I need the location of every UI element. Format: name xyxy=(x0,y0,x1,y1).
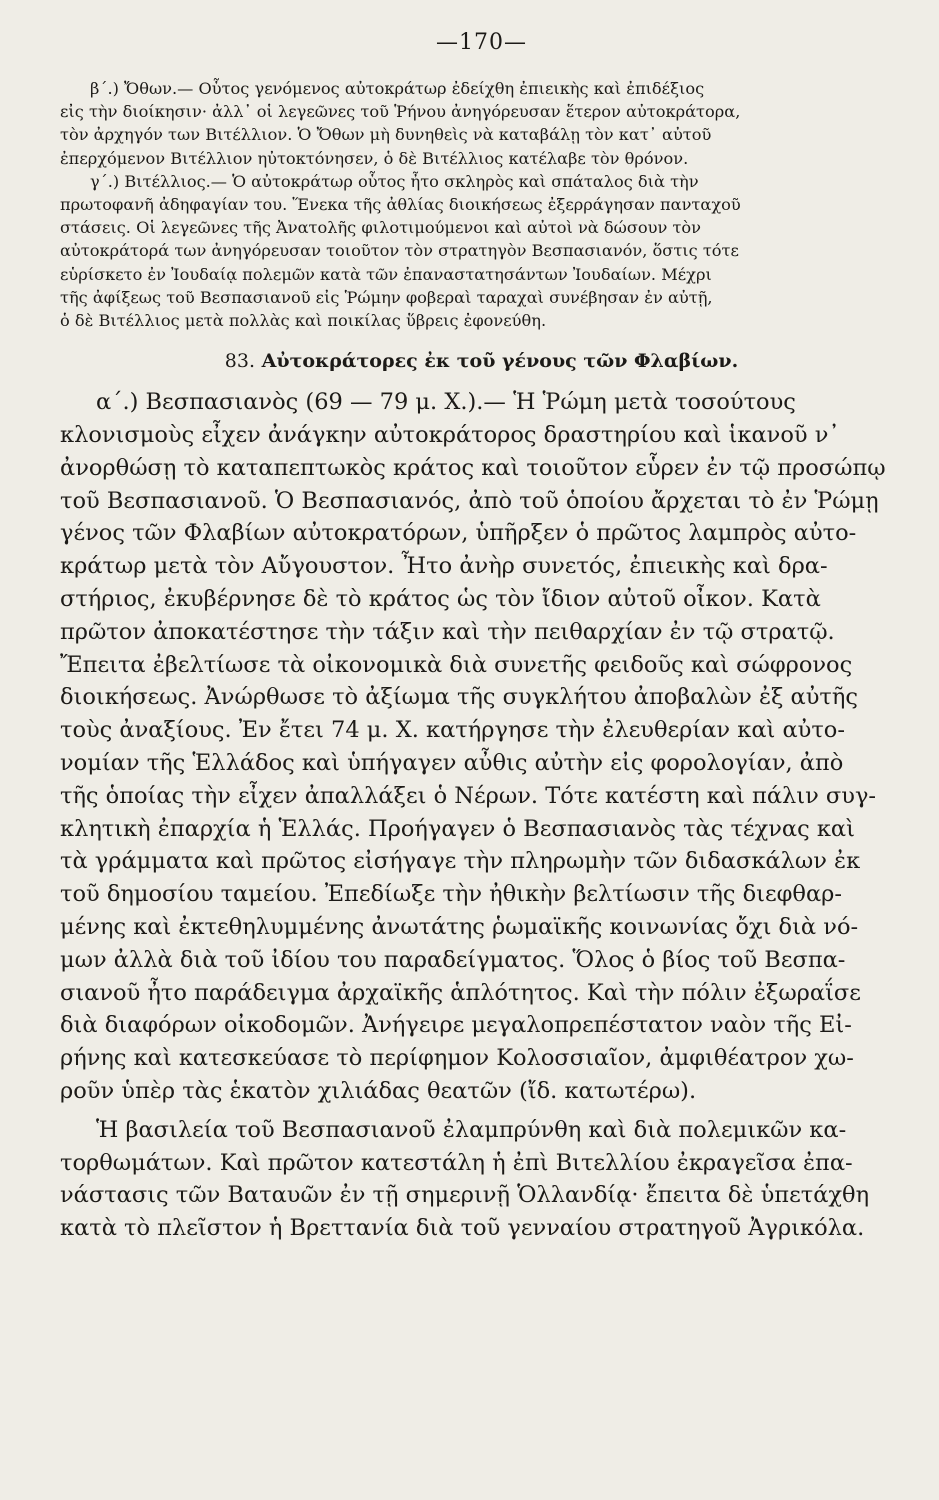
paragraph-vespasian xyxy=(60,386,903,1108)
text-line: γ΄.) Βιτέλλιος.— Ὁ αὐτοκράτωρ οὗτος ἦτο σκληρὸς καὶ σπάταλος διὰ τὴν xyxy=(90,171,699,191)
text-line: ἐπερχόμενον Βιτέλλιον ηὐτοκτόνησεν, ὁ δὲ Βιτέλλιος κατέλαβε τὸν θρόνον. xyxy=(60,148,689,168)
text-line: πρῶτον ἀποκατέστησε τὴν τάξιν καὶ τὴν πειθαρχίαν ἐν τῷ στρατῷ. xyxy=(60,618,835,645)
section-number: 83. xyxy=(224,350,256,373)
section-heading xyxy=(60,350,903,372)
text-line: σιανοῦ ἦτο παράδειγμα ἀρχαϊκῆς ἁπλότητος. Καὶ τὴν πόλιν ἐξωραΐσε xyxy=(60,979,861,1006)
text-line: διοικήσεως. Ἀνώρθωσε τὸ ἀξίωμα τῆς συγκλήτου ἀποβαλὼν ἐξ αὐτῆς xyxy=(60,684,858,711)
paragraph-otho xyxy=(60,77,903,170)
text-line: μων ἀλλὰ διὰ τοῦ ἰδίου του παραδείγματος. Ὅλος ὁ βίος τοῦ Βεσπα- xyxy=(60,946,846,973)
section-title: Αὐτοκράτορες ἐκ τοῦ γένους τῶν Φλαβίων. xyxy=(261,350,739,373)
small-text-block xyxy=(60,77,903,332)
text-line: β΄.) Ὄθων.— Οὗτος γενόμενος αὐτοκράτωρ ἐδείχθη ἐπιεικὴς καὶ ἐπιδέξιος xyxy=(90,79,705,98)
text-line: κλονισμοὺς εἶχεν ἀνάγκην αὐτοκράτορος δραστηρίου καὶ ἱκανοῦ ν᾽ xyxy=(60,422,840,449)
text-line: τὸν ἀρχηγόν των Βιτέλλιον. Ὁ Ὄθων μὴ δυνηθεὶς νὰ καταβάλῃ τὸν κατ᾽ αὐτοῦ xyxy=(60,125,712,145)
text-line: ἀνορθώσῃ τὸ καταπεπτωκὸς κράτος καὶ τοιοῦτον εὗρεν ἐν τῷ προσώπῳ xyxy=(60,454,886,481)
text-line: μένης καὶ ἐκτεθηλυμμένης ἀνωτάτης ῥωμαϊκῆς κοινωνίας ὄχι διὰ νό- xyxy=(60,913,859,940)
text-line: αὐτοκράτορά των ἀνηγόρευσαν τοιοῦτον τὸν στρατηγὸν Βεσπασιανόν, ὅστις τότε xyxy=(60,241,739,261)
text-line: ρήνης καὶ κατεσκεύασε τὸ περίφημον Κολοσσιαῖον, ἀμφιθέατρον χω- xyxy=(60,1045,854,1072)
text-line: πρωτοφανῆ ἀδηφαγίαν του. Ἕνεκα τῆς ἀθλίας διοικήσεως ἐξερράγησαν πανταχοῦ xyxy=(60,195,741,215)
text-line: κλητικὴ ἐπαρχία ἡ Ἑλλάς. Προήγαγεν ὁ Βεσπασιανὸς τὰς τέχνας καὶ xyxy=(60,815,855,842)
text-line: α΄.) Βεσπασιανὸς (69 — 79 μ. Χ.).— Ἡ Ῥώμη μετὰ τοσούτους xyxy=(96,389,796,416)
text-line: στήριος, ἐκυβέρνησε δὲ τὸ κράτος ὡς τὸν ἴδιον αὐτοῦ οἶκον. Κατὰ xyxy=(60,586,821,613)
text-line: στάσεις. Οἱ λεγεῶνες τῆς Ἀνατολῆς φιλοτιμούμενοι καὶ αὐτοὶ νὰ δώσουν τὸν xyxy=(60,218,701,238)
text-line: τορθωμάτων. Καὶ πρῶτον κατεστάλη ἡ ἐπὶ Βιτελλίου ἐκραγεῖσα ἐπα- xyxy=(60,1149,853,1176)
text-line: νάστασις τῶν Βαταυῶν ἐν τῇ σημερινῇ Ὁλλανδίᾳ· ἔπειτα δὲ ὑπετάχθη xyxy=(60,1182,870,1209)
text-line: γένος τῶν Φλαβίων αὐτοκρατόρων, ὑπῆρξεν ὁ πρῶτος λαμπρὸς αὐτο- xyxy=(60,520,857,547)
text-line: εὑρίσκετο ἐν Ἰουδαίᾳ πολεμῶν κατὰ τῶν ἐπαναστατησάντων Ἰουδαίων. Μέχρι xyxy=(60,264,712,284)
text-line: ὁ δὲ Βιτέλλιος μετὰ πολλὰς καὶ ποικίλας ὕβρεις ἐφονεύθη. xyxy=(60,311,547,331)
text-line: Ἔπειτα ἐβελτίωσε τὰ οἰκονομικὰ διὰ συνετῆς φειδοῦς καὶ σώφρονος xyxy=(60,651,853,678)
page-number: —170— xyxy=(436,30,527,55)
large-text-block xyxy=(60,386,903,1245)
text-line: κράτωρ μετὰ τὸν Αὔγουστον. Ἦτο ἀνὴρ συνετός, ἐπιεικὴς καὶ δρα- xyxy=(60,553,828,580)
text-line: τῆς ὁποίας τὴν εἶχεν ἀπαλλάξει ὁ Νέρων. Τότε κατέστη καὶ πάλιν συγ- xyxy=(60,782,877,809)
text-line: τὰ γράμματα καὶ πρῶτος εἰσήγαγε τὴν πληρωμὴν τῶν διδασκάλων ἐκ xyxy=(60,848,861,875)
text-line: τοὺς ἀναξίους. Ἐν ἔτει 74 μ. Χ. κατήργησε τὴν ἐλευθερίαν καὶ αὐτο- xyxy=(60,717,845,744)
text-line: ροῦν ὑπὲρ τὰς ἑκατὸν χιλιάδας θεατῶν (ἴδ. κατωτέρω). xyxy=(60,1077,697,1104)
paragraph-vitellius xyxy=(60,170,903,332)
text-line: τῆς ἀφίξεως τοῦ Βεσπασιανοῦ εἰς Ῥώμην φοβεραὶ ταραχαὶ συνέβησαν ἐν αὐτῇ, xyxy=(60,287,713,307)
text-line: εἰς τὴν διοίκησιν· ἀλλ᾽ οἱ λεγεῶνες τοῦ Ῥήνου ἀνηγόρευσαν ἕτερον αὐτοκράτορα, xyxy=(60,102,741,122)
text-line: τοῦ δημοσίου ταμείου. Ἐπεδίωξε τὴν ἠθικὴν βελτίωσιν τῆς διεφθαρ- xyxy=(60,881,842,908)
text-line: διὰ διαφόρων οἰκοδομῶν. Ἀνήγειρε μεγαλοπρεπέστατον ναὸν τῆς Εἰ- xyxy=(60,1012,852,1039)
text-line: τοῦ Βεσπασιανοῦ. Ὁ Βεσπασιανός, ἀπὸ τοῦ ὁποίου ἄρχεται τὸ ἐν Ῥώμῃ xyxy=(60,487,879,514)
text-line: νομίαν τῆς Ἑλλάδος καὶ ὑπήγαγεν αὖθις αὐτὴν εἰς φορολογίαν, ἀπὸ xyxy=(60,750,844,776)
paragraph-vespasian-wars xyxy=(60,1114,903,1245)
text-line: Ἡ βασιλεία τοῦ Βεσπασιανοῦ ἐλαμπρύνθη καὶ διὰ πολεμικῶν κα- xyxy=(96,1116,847,1143)
text-line: κατὰ τὸ πλεῖστον ἡ Βρεττανία διὰ τοῦ γενναίου στρατηγοῦ Ἀγρικόλα. xyxy=(60,1215,865,1242)
